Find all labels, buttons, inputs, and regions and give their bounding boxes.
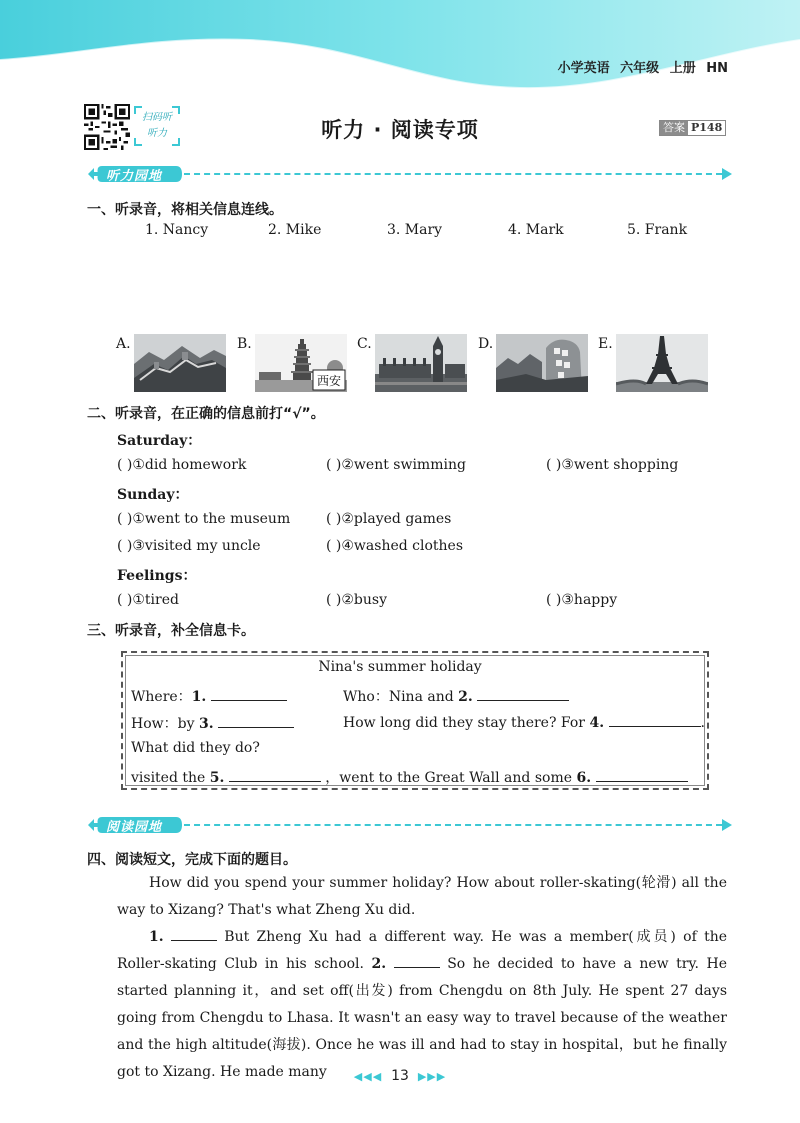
info-card-title: Nina's summer holiday [318, 659, 482, 675]
choice-option[interactable]: ( )①went to the museum [117, 511, 291, 527]
how-long-row: How long did they stay there? For 4. . [343, 715, 705, 731]
answer-page: P148 [691, 121, 723, 134]
q4-heading: 四、阅读短文，完成下面的题目。 [87, 852, 297, 868]
choice-option[interactable]: ( )②busy [326, 592, 387, 608]
page-footer [0, 1068, 800, 1084]
activities-row: visited the 5. ，went to the Great Wall and some 6. [131, 767, 688, 787]
listening-section-bar [84, 164, 732, 184]
q1-name-list [0, 222, 800, 242]
sunday-label: Sunday： [117, 487, 189, 503]
feelings-label: Feelings： [117, 568, 197, 584]
choice-option[interactable]: ( )③happy [546, 592, 618, 608]
what-row: What did they do? [131, 740, 260, 756]
answer-blank-1[interactable] [211, 687, 287, 701]
answer-reference [659, 120, 726, 136]
choice-option[interactable]: ( )③visited my uncle [117, 538, 261, 554]
subject-label: 小学英语 [557, 61, 610, 76]
where-row: Where：1. [131, 686, 287, 706]
reading-section-label: 阅读园地 [106, 820, 163, 835]
passage-paragraph-1: How did you spend your summer holiday? How about roller-skating(轮滑) all the way to Xizang? That's what Zheng Xu did. [117, 875, 727, 918]
choice-option[interactable]: ( )①tired [117, 592, 179, 608]
prev-arrows-icon: ◀◀◀ [353, 1070, 383, 1083]
photo-caption: 西安 [316, 374, 342, 388]
answer-blank-2[interactable] [477, 687, 569, 701]
name-item[interactable]: 2. Mike [268, 222, 322, 238]
name-item[interactable]: 1. Nancy [145, 222, 209, 238]
page-title: 听力 · 阅读专项 [321, 118, 479, 142]
next-arrows-icon: ▶▶▶ [417, 1070, 447, 1083]
great-wall-photo-icon [134, 334, 226, 392]
book-info [558, 57, 728, 76]
volume-label: 上册 [669, 61, 696, 76]
answer-blank-5[interactable] [229, 768, 321, 782]
choice-option[interactable]: ( )④washed clothes [326, 538, 464, 554]
answer-label: 答案 [660, 121, 688, 135]
big-ben-photo-icon [375, 334, 467, 392]
q1-picture-row: A. B. 西安 C. D. E. [0, 334, 800, 392]
q1-heading: 一、听录音，将相关信息连线。 [87, 202, 283, 218]
name-item[interactable]: 3. Mary [387, 222, 443, 238]
arrow-right-icon [722, 168, 732, 180]
reading-blank-1[interactable] [171, 927, 217, 941]
who-row: Who：Nina and 2. [343, 686, 569, 706]
xian-pagoda-photo-icon [255, 334, 347, 392]
reading-section-bar [84, 815, 732, 835]
answer-blank-6[interactable] [596, 768, 688, 782]
header-band [0, 0, 800, 90]
name-item[interactable]: 5. Frank [627, 222, 688, 238]
passage-paragraph-2: 1. But Zheng Xu had a different way. He was a member(成员) of the Roller-skating Club in his school. 2. So he decided to have a new try. He started planning it，and set off(出发) from Chengdu on 8th July. He spent 27 days going from Chengdu to Lhasa. It wasn't an easy way to travel because of the weather and the high altitude(海拔). Once he was ill and had to stay in hospital，but he finally got to Xizang. He made many [117, 929, 728, 1080]
choice-option[interactable]: ( )②played games [326, 511, 452, 527]
rock-inscription-photo-icon [496, 334, 588, 392]
answer-blank-3[interactable] [218, 714, 294, 728]
listening-section-label: 听力园地 [106, 169, 163, 184]
edition-label: HN [706, 61, 728, 76]
saturday-label: Saturday： [117, 433, 202, 449]
name-item[interactable]: 4. Mark [508, 222, 564, 238]
q2-heading: 二、听录音，在正确的信息前打“√”。 [87, 406, 325, 422]
scan-to-listen-label: 扫码听听力 [134, 106, 180, 146]
grade-label: 六年级 [620, 61, 660, 76]
answer-blank-4[interactable] [609, 713, 701, 727]
choice-option[interactable]: ( )③went shopping [546, 457, 679, 473]
reading-blank-2[interactable] [394, 954, 440, 968]
arrow-right-icon [722, 819, 732, 831]
eiffel-tower-photo-icon [616, 334, 708, 392]
choice-option[interactable]: ( )①did homework [117, 457, 247, 473]
choice-option[interactable]: ( )②went swimming [326, 457, 466, 473]
q3-heading: 三、听录音，补全信息卡。 [87, 623, 255, 639]
page-number: 13 [391, 1068, 409, 1084]
how-row: How：by 3. [131, 713, 294, 733]
